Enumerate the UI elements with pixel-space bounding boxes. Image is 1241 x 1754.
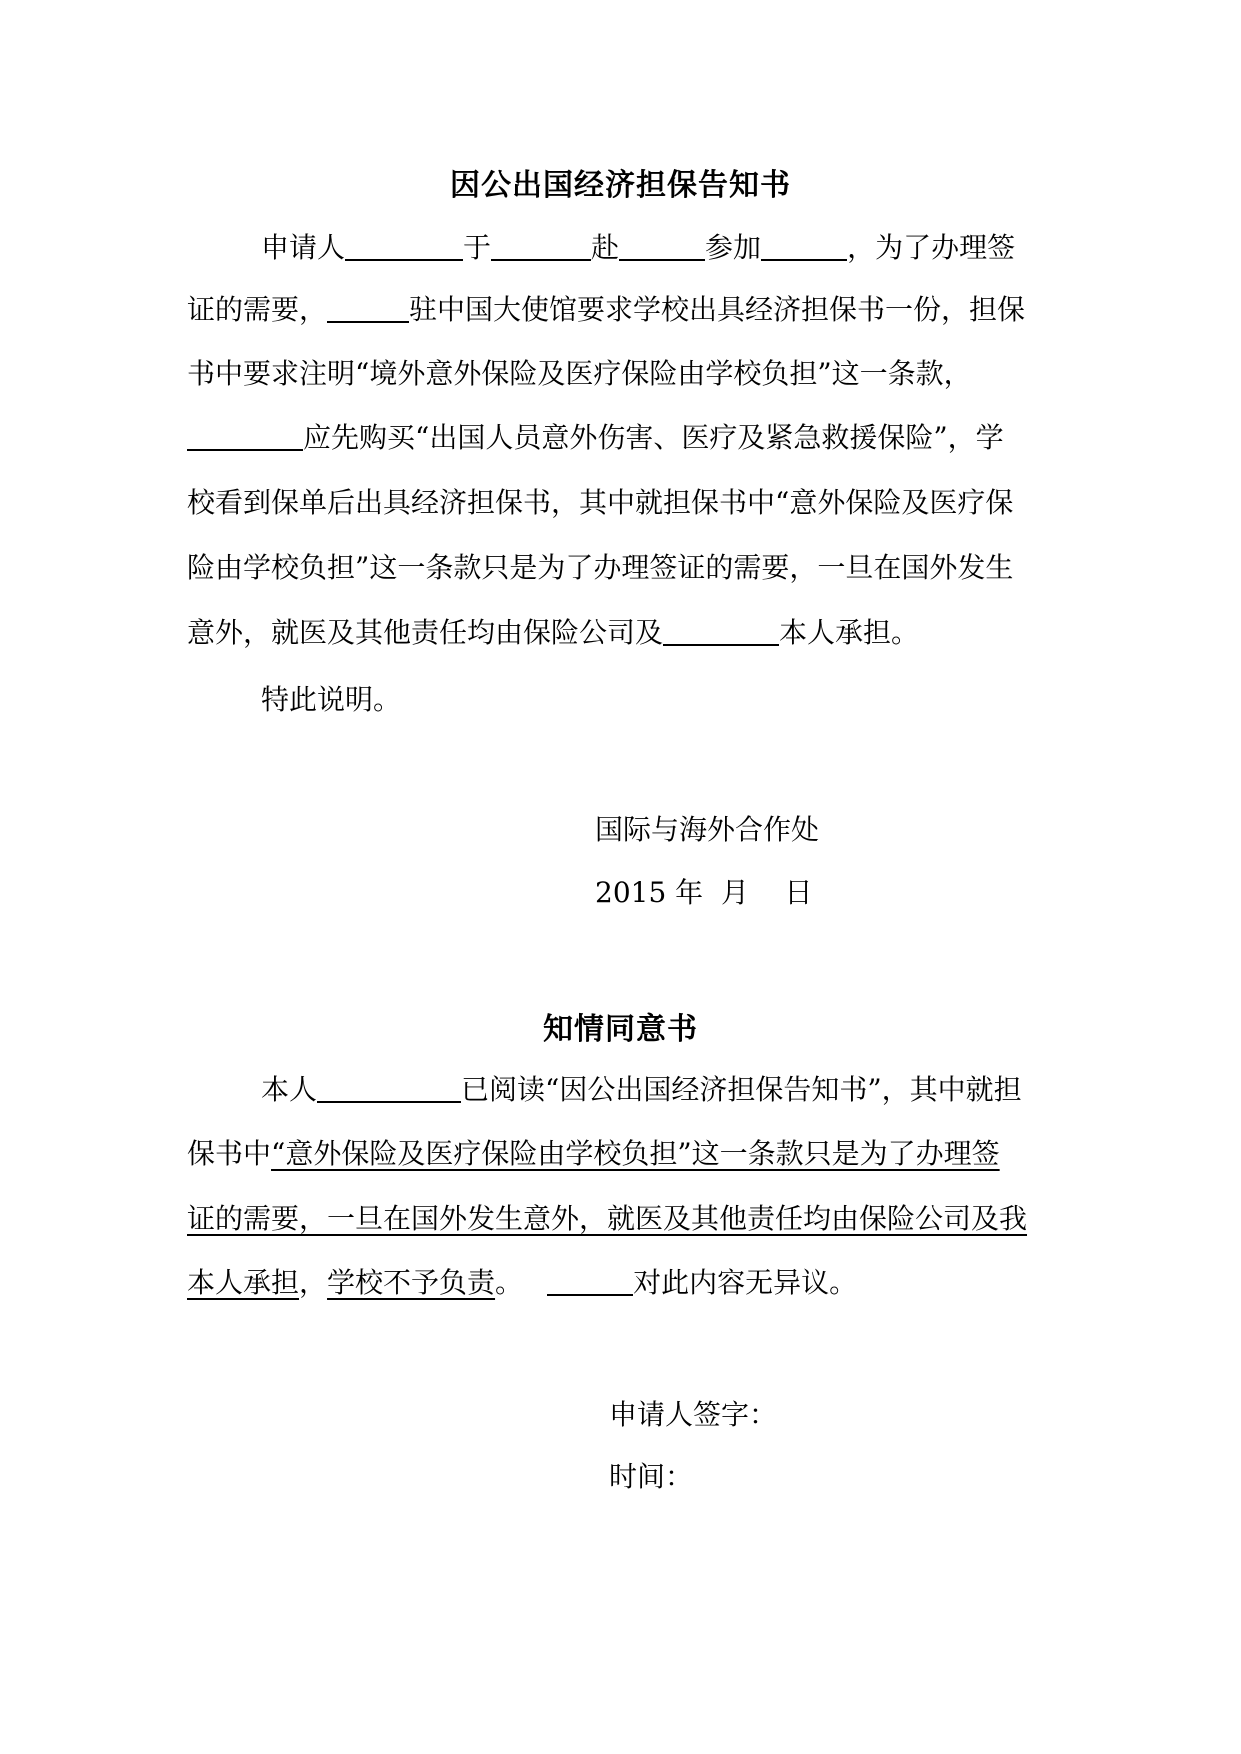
notice-line-1: 申请人 于 赴 参加 ，为了办理签 [261, 231, 1016, 264]
blank-consent-name [317, 1071, 461, 1103]
time-label: 时间： [609, 1460, 694, 1493]
notice-line-8: 特此说明。 [261, 683, 402, 716]
notice-org: 国际与海外合作处 [595, 813, 820, 846]
blank-applicant-name-3 [663, 614, 779, 646]
consent-line-2: 保书中“意外保险及医疗保险由学校负担”这一条款只是为了办理签 [187, 1137, 1000, 1170]
blank-consent-name-2 [547, 1264, 633, 1296]
consent-line-1: 本人 已阅读“因公出国经济担保告知书”，其中就担 [261, 1073, 1022, 1106]
notice-line-2: 证的需要， 驻中国大使馆要求学校出具经济担保书一份，担保 [187, 293, 1026, 326]
signature-label: 申请人签字： [609, 1398, 778, 1431]
notice-line-7: 意外，就医及其他责任均由保险公司及 本人承担。 [187, 616, 920, 649]
blank-event [761, 229, 847, 261]
notice-title: 因公出国经济担保告知书 [450, 168, 791, 203]
blank-applicant-name [345, 229, 463, 261]
blank-country [327, 291, 409, 323]
notice-line-4: 应先购买“出国人员意外伤害、医疗及紧急救援保险”，学 [187, 418, 1004, 458]
consent-line-3: 证的需要，一旦在国外发生意外，就医及其他责任均由保险公司及我 [187, 1202, 1028, 1235]
notice-date: 2015 年 月 日 [595, 876, 813, 909]
notice-line-6: 险由学校负担”这一条款只是为了办理签证的需要，一旦在国外发生 [187, 551, 1014, 584]
notice-line-5: 校看到保单后出具经济担保书，其中就担保书中“意外保险及医疗保 [187, 486, 1014, 519]
consent-line-4: 本人承担，学校不予负责。 对此内容无异议。 [187, 1266, 858, 1299]
notice-line-3: 书中要求注明“境外意外保险及医疗保险由学校负担”这一条款， [187, 357, 972, 390]
blank-date [491, 229, 591, 261]
blank-applicant-name-2 [187, 419, 303, 451]
consent-title: 知情同意书 [543, 1012, 698, 1047]
blank-destination [619, 229, 705, 261]
